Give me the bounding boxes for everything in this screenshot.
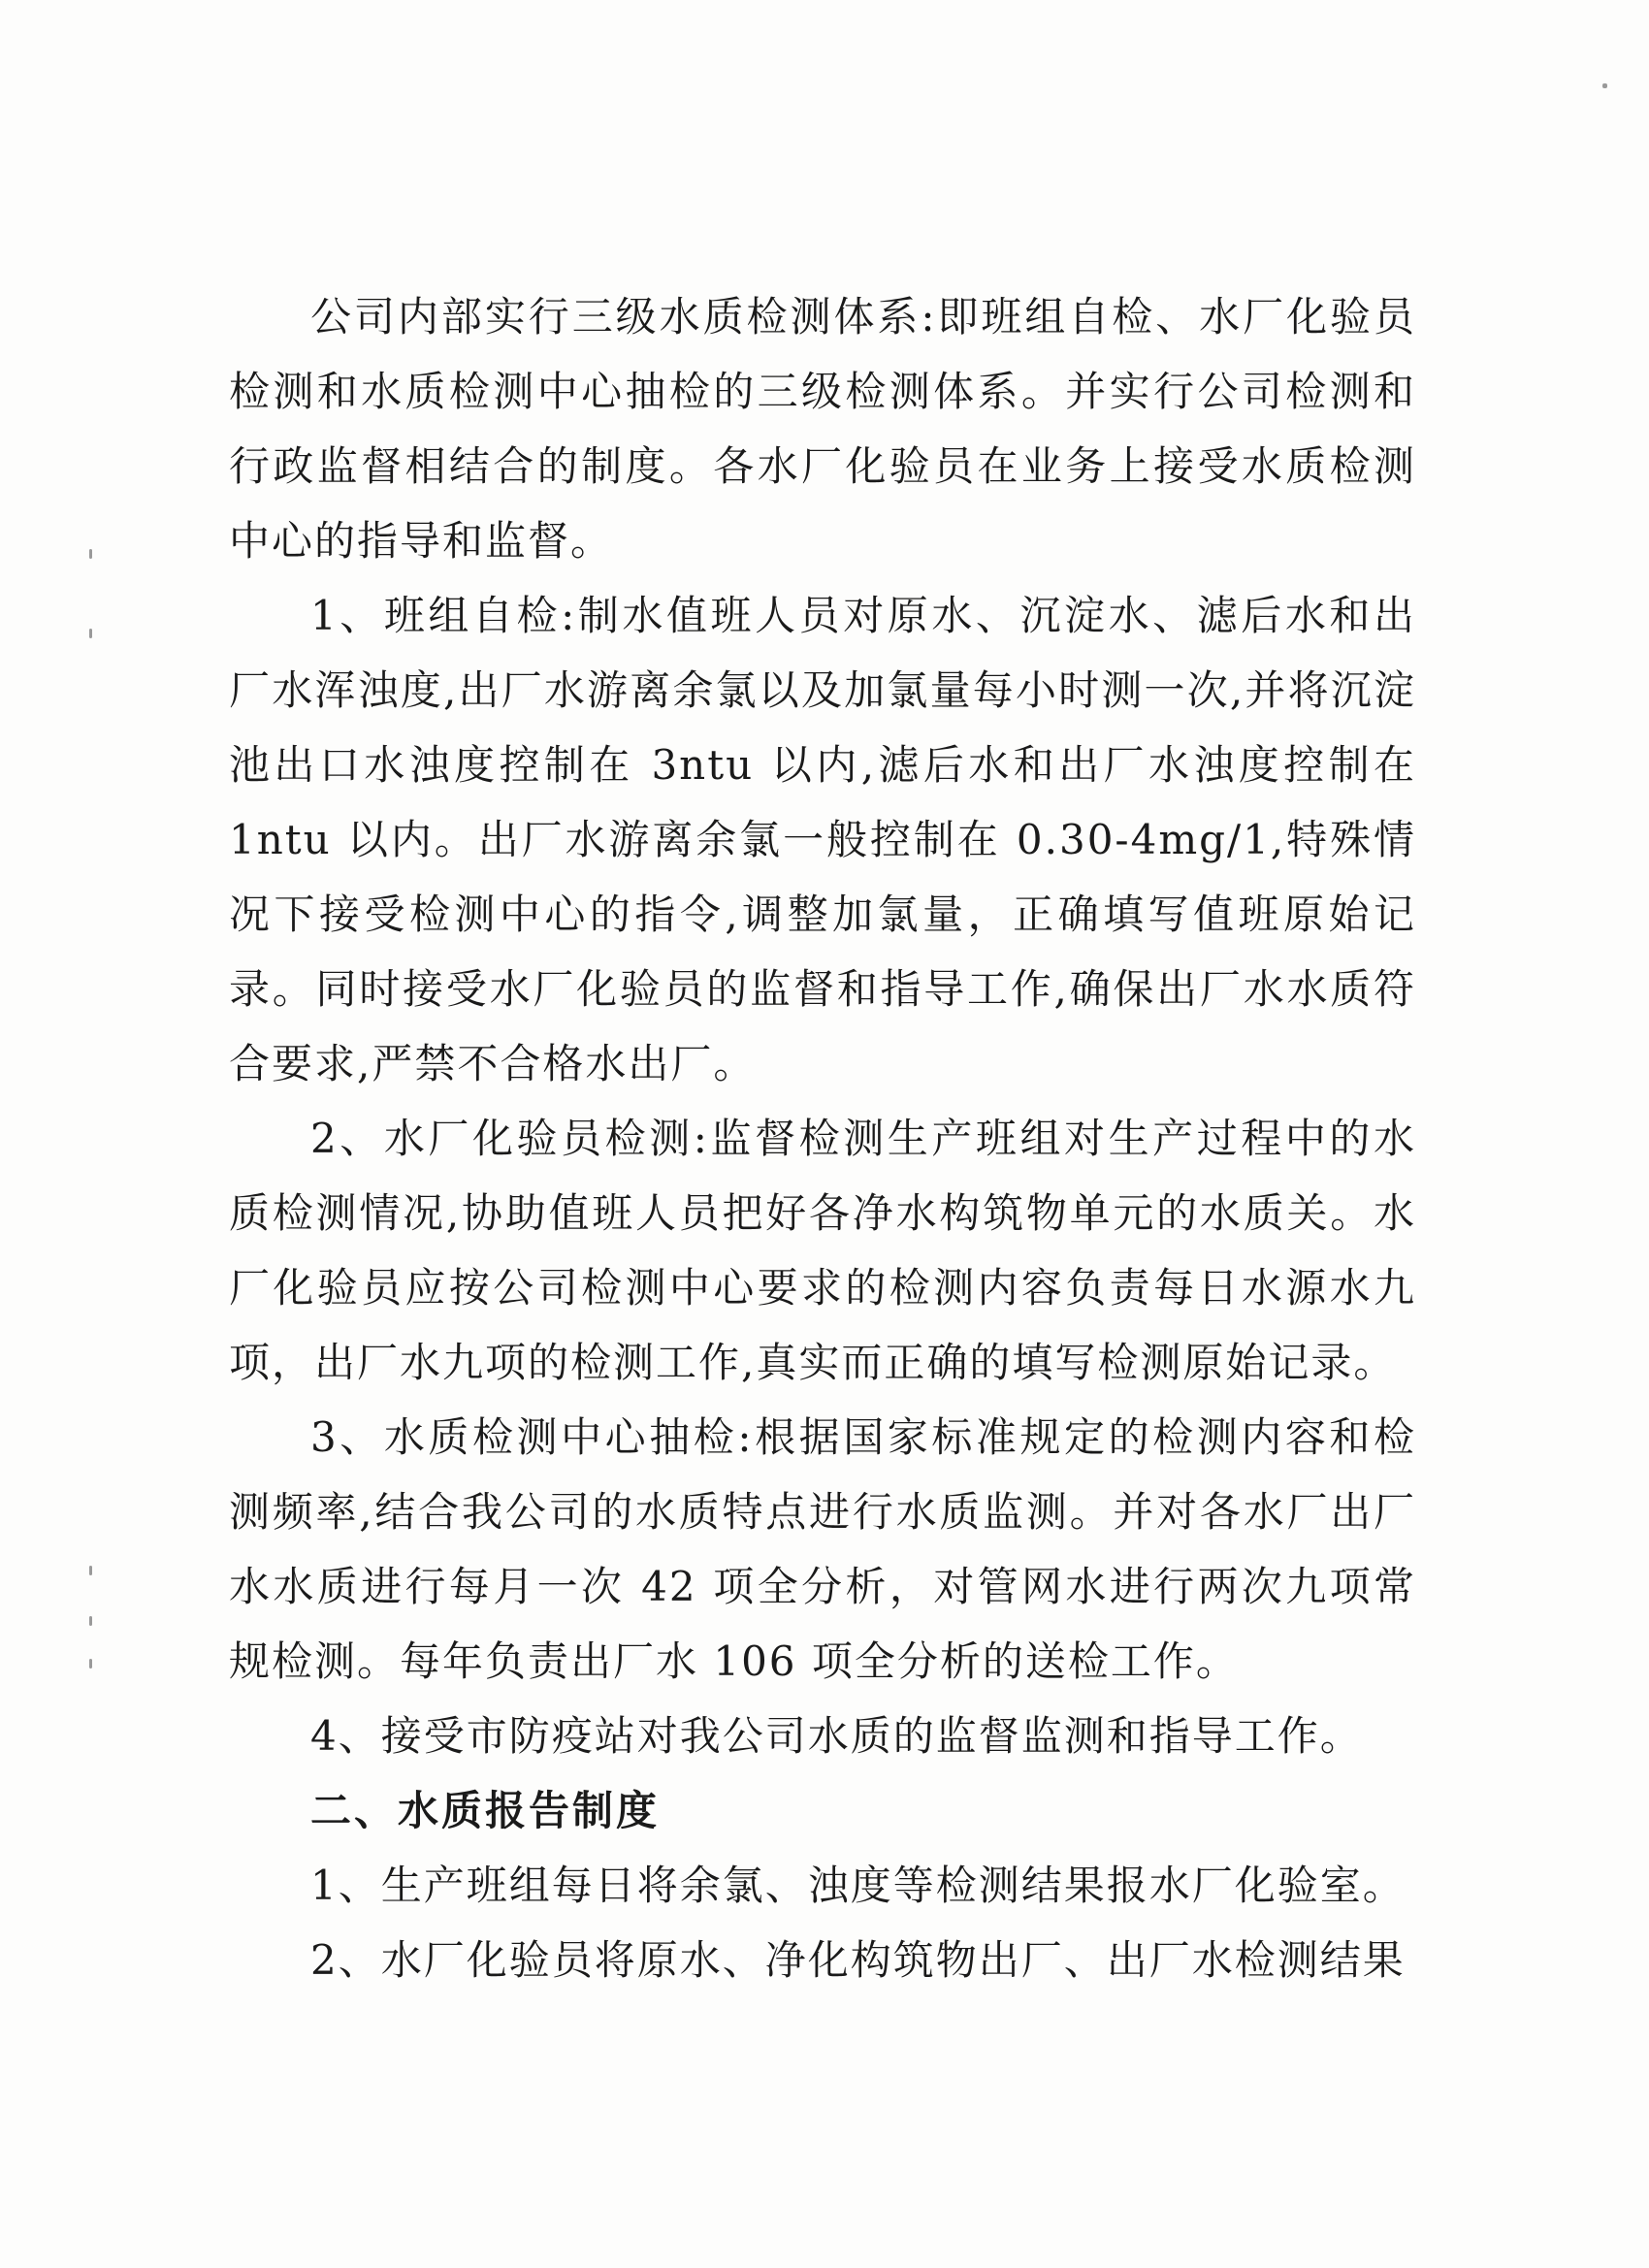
scan-speck — [89, 1616, 92, 1626]
paragraph-center-sampling: 3、水质检测中心抽检:根据国家标准规定的检测内容和检测频率,结合我公司的水质特点进行水质监测。并对各水厂出厂水水质进行每月一次 42 项全分析，对管网水进行两次九项常规检测。每年负责出厂水 106 项全分析的送检工作。 — [229, 1413, 1416, 1685]
scan-speck — [89, 629, 92, 638]
scan-speck — [1602, 83, 1607, 88]
section-paragraph-2: 2、水厂化验员将原水、净化构筑物出厂、出厂水检测结果 — [310, 1936, 1406, 1984]
document-body — [229, 279, 1416, 1997]
intro-paragraph: 公司内部实行三级水质检测体系:即班组自检、水厂化验员检测和水质检测中心抽检的三级检测体系。并实行公司检测和行政监督相结合的制度。各水厂化验员在业务上接受水质检测中心的指导和监督。 — [229, 293, 1416, 565]
section-paragraph-1: 1、生产班组每日将余氯、浊度等检测结果报水厂化验室。 — [310, 1862, 1406, 1909]
scan-speck — [89, 1566, 92, 1575]
paragraph-team-self-check: 1、班组自检:制水值班人员对原水、沉淀水、滤后水和出厂水浑浊度,出厂水游离余氯以及加氯量每小时测一次,并将沉淀池出口水浊度控制在 3ntu 以内,滤后水和出厂水浊度控制在 1ntu 以内。出厂水游离余氯一般控制在 0.30-4mg/1,特殊情况下接受检测中心的指令,调整加氯量，正确填写值班原始记录。同时接受水厂化验员的监督和指导工作,确保出厂水水质符合要求,严禁不合格水出厂。 — [229, 592, 1416, 1087]
scan-speck — [89, 549, 92, 559]
scan-speck — [89, 1659, 92, 1669]
section-heading: 二、水质报告制度 — [310, 1787, 661, 1834]
paragraph-lab-inspector-check: 2、水厂化验员检测:监督检测生产班组对生产过程中的水质检测情况,协助值班人员把好各净水构筑物单元的水质关。水厂化验员应按公司检测中心要求的检测内容负责每日水源水九项，出厂水九项的检测工作,真实而正确的填写检测原始记录。 — [229, 1115, 1416, 1386]
paragraph-epidemic-station: 4、接受市防疫站对我公司水质的监督监测和指导工作。 — [310, 1712, 1363, 1760]
